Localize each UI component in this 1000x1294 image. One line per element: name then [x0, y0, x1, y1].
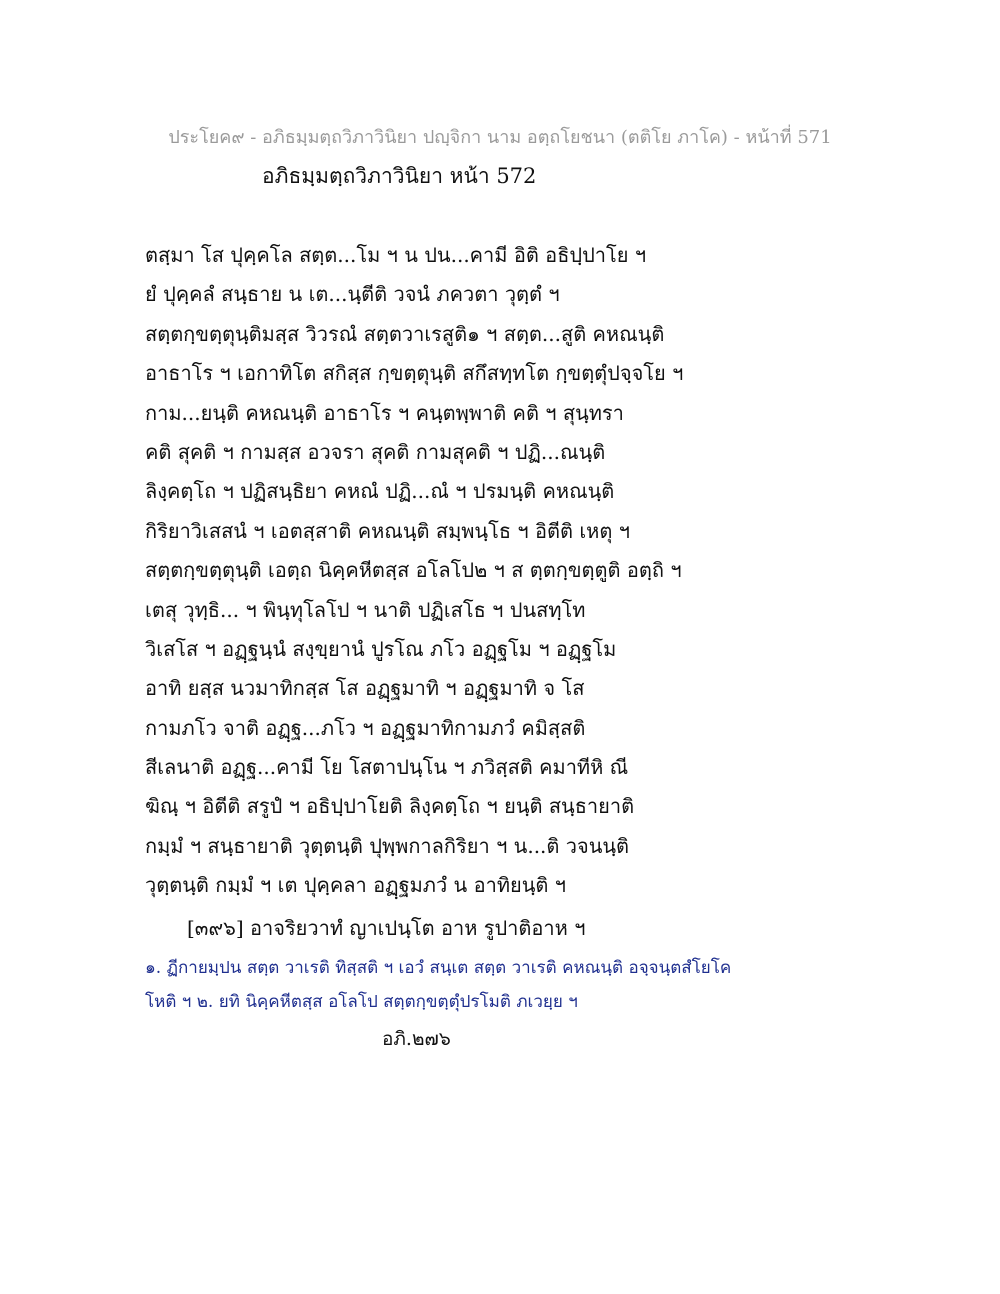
body-line-9: สตฺตกฺขตฺตุนฺติ เอตฺถ นิคฺคหีตสฺส อโลโป๒ ฯ ส ตฺตกฺขตฺตูติ อตฺถิ ฯ: [145, 558, 682, 583]
body-line-3: สตฺตกฺขตฺตุนฺติมสฺส วิวรณํ สตฺตวาเรสูติ๑ ฯ สตฺต...สูติ คหณนฺติ: [145, 321, 665, 346]
body-line-16: กมฺมํ ฯ สนฺธายาติ วุตฺตนฺติ ปุพฺพกาลกิริยา ฯ น...ติ วจนนฺติ: [145, 833, 630, 858]
body-line-11: วิเสโส ฯ อฏฺฐนฺนํ สงฺขฺยานํ ปูรโณ ภโว อฏฺฐโม ฯ อฏฺฐโม: [145, 636, 617, 661]
running-header: ประโยค๙ - อภิธมฺมตฺถวิภาวินิยา ปญฺจิกา นาม อตฺถโยชนา (ตติโย ภาโค) - หน้าที่ 571: [168, 127, 832, 148]
footnote-line-1: ๑. ฏีกายมฺปน สตฺต วาเรติ ทิสฺสติ ฯ เอวํ สนฺเต สตฺต วาเรติ คหณนฺติ อจฺจนฺตสํโยโค: [145, 958, 732, 978]
footnotes: [145, 951, 965, 1019]
page-footer-marker: อภิ.๒๗๖: [382, 1028, 451, 1050]
body-line-1: ตสฺมา โส ปุคฺคโล สตฺต...โม ฯ น ปน...คามี อิติ อธิปฺปาโย ฯ: [145, 243, 647, 267]
body-line-4: อาธาโร ฯ เอกาทิโต สกิสฺส กฺขตฺตุนฺติ สกึสทฺทโต กฺขตฺตุํปจฺจโย ฯ: [145, 361, 684, 386]
footnote-line-2: โหติ ฯ ๒. ยทิ นิคฺคหีตสฺส อโลโป สตฺตกฺขตฺตุํปรโมติ ภเวยฺย ฯ: [145, 992, 578, 1012]
body-line-6: คติ สุคติ ฯ กามสฺส อวจรา สุคติ กามสุคติ ฯ ปฏิ...ณนฺติ: [145, 439, 606, 464]
body-line-14: สีเลนาติ อฏฺฐ...คามี โย โสตาปนฺโน ฯ ภวิสฺสติ คมาทีหิ ณี: [145, 755, 629, 780]
page-title: อภิธมฺมตฺถวิภาวินิยา หน้า 572: [262, 164, 537, 188]
body-line-10: เตสุ วุทฺธิ... ฯ พินฺทุโลโป ฯ นาติ ปฏิเสโธ ฯ ปนสทฺโท: [145, 597, 586, 622]
body-line-12: อาทิ ยสฺส นวมาทิกสฺส โส อฏฺฐมาทิ ฯ อฏฺฐมาทิ จ โส: [145, 676, 585, 701]
body-line-13: กามภโว จาติ อฏฺฐ...ภโว ฯ อฏฺฐมาทิกามภวํ คมิสฺสติ: [145, 715, 586, 740]
body-text: [145, 236, 925, 906]
body-line-7: ลิงฺคตฺโถ ฯ ปฏิสนฺธิยา คหณํ ปฏิ...ณํ ฯ ปรมนฺติ คหณนฺติ: [145, 479, 615, 504]
body-line-17: วุตฺตนฺติ กมฺมํ ฯ เต ปุคฺคลา อฏฺฐมภวํ น อาทิยนฺติ ฯ: [145, 873, 566, 898]
body-line-15: ฆิณฺ ฯ อิตีติ สรูปํ ฯ อธิปฺปาโยติ ลิงฺคตฺโถ ฯ ยนฺติ สนฺธายาติ: [145, 794, 635, 819]
body-line-2: ยํ ปุคฺคลํ สนฺธาย น เต...นฺตีติ วจนํ ภควตา วุตฺตํ ฯ: [145, 282, 560, 307]
body-line-5: กาม...ยนฺติ คหณนฺติ อาธาโร ฯ คนฺตพฺพาติ คติ ฯ สุนฺทรา: [145, 400, 624, 425]
body-line-8: กิริยาวิเสสนํ ฯ เอตสฺสาติ คหณนฺติ สมฺพนฺโธ ฯ อิตีติ เหตุ ฯ: [145, 518, 630, 543]
section-heading-line: [๓๙๖] อาจริยวาทํ ญาเปนฺโต อาห รูปาติอาห ฯ: [187, 916, 586, 940]
